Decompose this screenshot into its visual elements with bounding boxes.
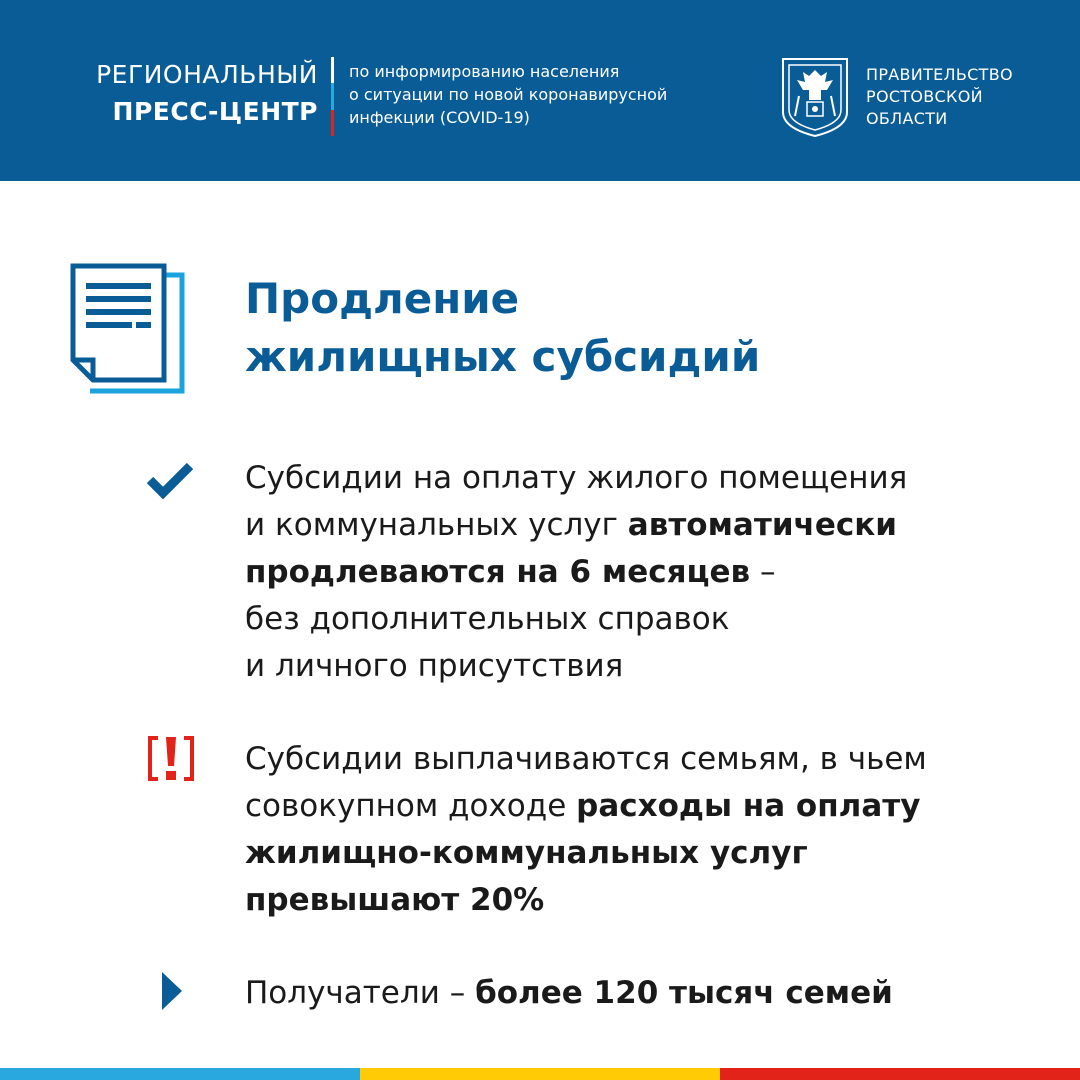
tricolor-red [331,110,334,136]
government-line: РОСТОВСКОЙ [866,87,983,106]
bottom-color-bar [0,1068,1080,1080]
subsidy-extension-text [245,455,1045,690]
text-line [245,549,1045,596]
text-segment: без дополнительных справок [245,601,730,637]
press-center-description [349,60,739,129]
bottom-bar-yellow [360,1068,720,1080]
warning-icon [146,735,196,783]
text-segment: Субсидии выплачиваются семьям, в чьем [245,741,927,777]
title-line-2: жилищных субсидий [245,332,761,381]
text-segment: и личного присутствия [245,648,624,684]
government-label [866,64,1066,130]
description-line: по информированию населения [349,62,620,81]
text-segment: Получатели – [245,975,476,1011]
text-line [245,970,1045,1017]
recipients-text [245,970,1045,1017]
text-segment-bold: превышают 20% [245,882,545,918]
description-line: инфекции (COVID-19) [349,108,530,127]
text-segment-bold: автоматически [627,507,897,543]
text-line [245,877,1045,924]
checkmark-icon [146,460,194,500]
text-segment: и коммунальных услуг [245,507,628,543]
text-segment: Субсидии на оплату жилого помещения [245,460,908,496]
text-line [245,783,1045,830]
document-icon [68,263,186,395]
press-center-title-line1: РЕГИОНАЛЬНЫЙ [96,60,318,89]
text-segment-bold: продлеваются на 6 месяцев [245,554,751,590]
text-line [245,596,1045,643]
arrow-right-icon [160,970,184,1012]
header-bar [0,0,1080,181]
text-segment-bold: жилищно-коммунальных услуг [245,835,808,871]
bottom-bar-blue [0,1068,360,1080]
text-line [245,502,1045,549]
title-line-1: Продление [245,274,520,323]
text-line [245,830,1045,877]
tricolor-blue [331,83,334,110]
text-segment: совокупном доходе [245,788,577,824]
text-segment-bold: более 120 тысяч семей [475,975,893,1011]
description-line: о ситуации по новой коронавирусной [349,85,668,104]
tricolor-divider [331,57,334,136]
page-title [245,270,945,386]
government-line: ОБЛАСТИ [866,109,948,128]
subsidy-eligibility-text [245,736,1045,924]
press-center-title-line2: ПРЕСС-ЦЕНТР [112,97,318,126]
text-line [245,736,1045,783]
text-segment: – [750,554,776,590]
text-line [245,643,1045,690]
coat-of-arms-icon [779,56,851,138]
government-line: ПРАВИТЕЛЬСТВО [866,65,1013,84]
text-segment-bold: расходы на оплату [576,788,921,824]
text-line [245,455,1045,502]
bottom-bar-red [720,1068,1080,1080]
tricolor-white [331,57,334,83]
